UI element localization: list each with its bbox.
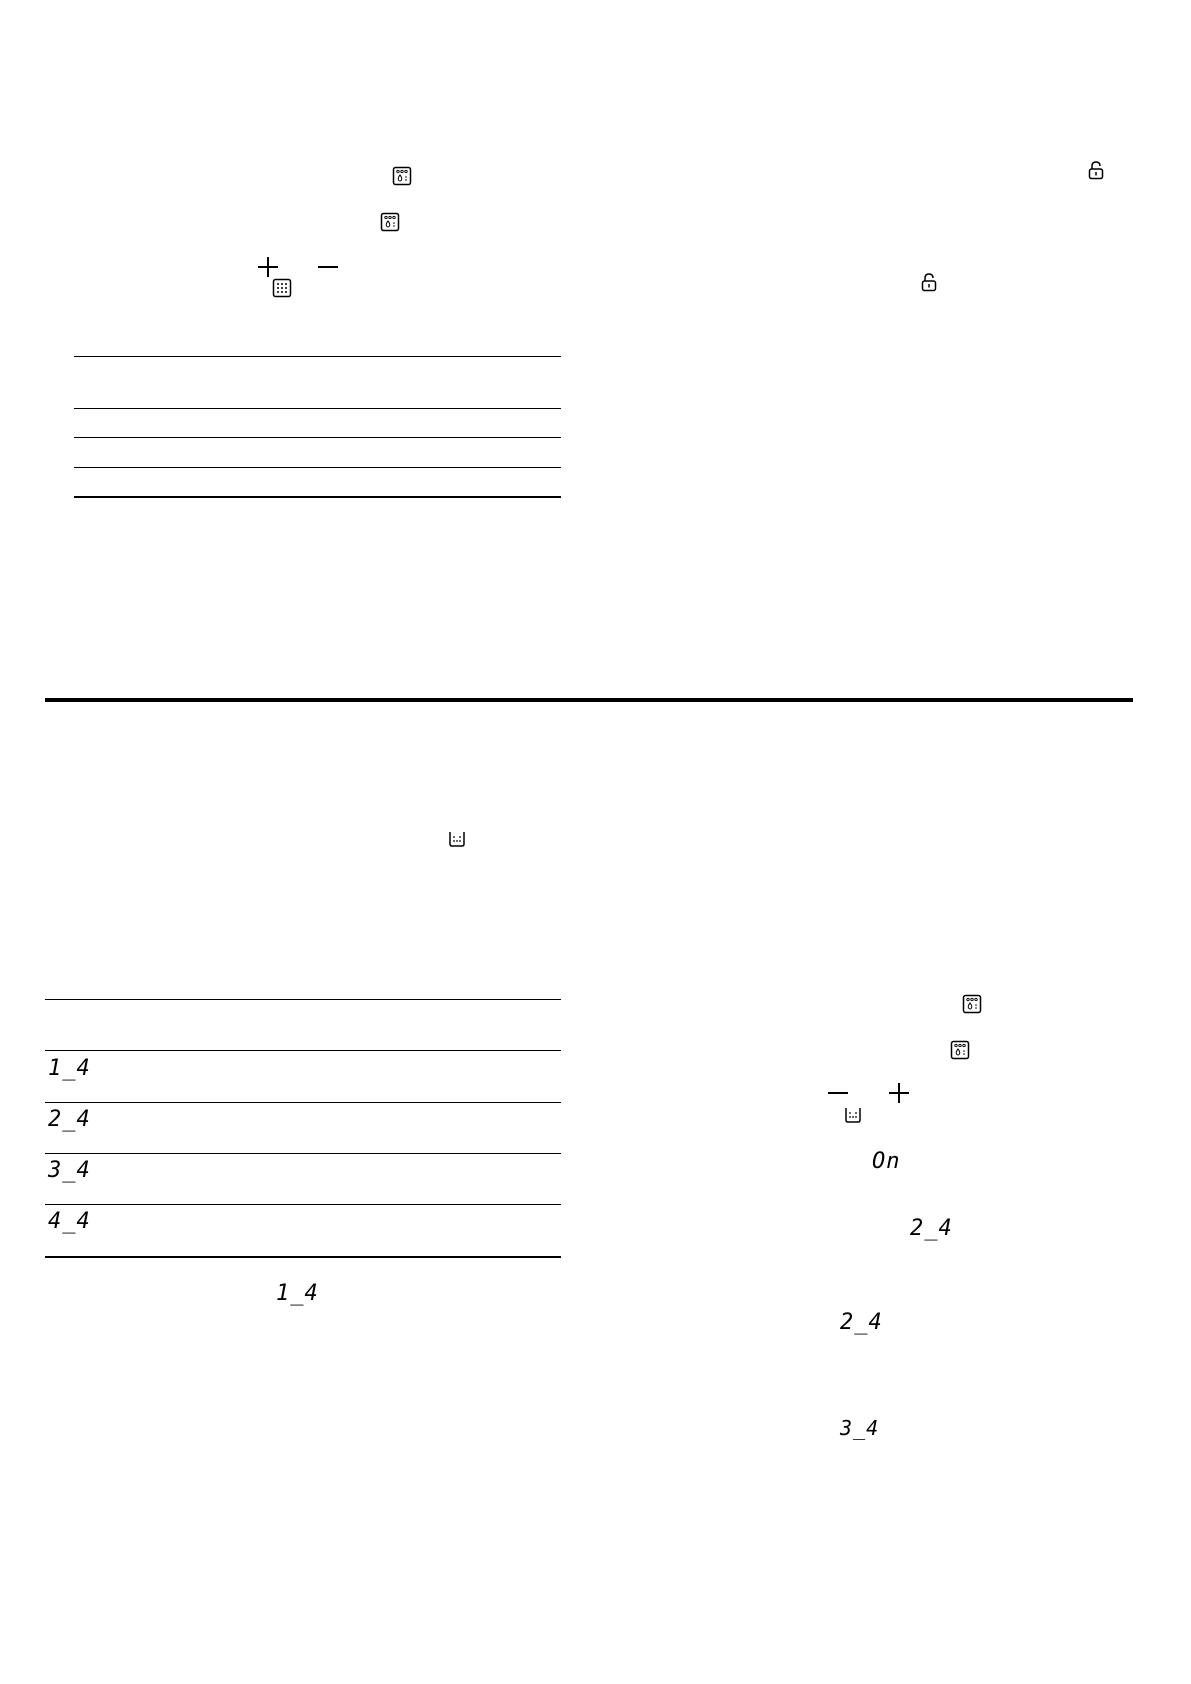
- grid-dots-icon: [272, 278, 292, 298]
- table-rule: [45, 1204, 561, 1205]
- hardness-level-display: 4_4: [48, 1209, 91, 1234]
- plus-icon: [888, 1082, 910, 1104]
- on-display: On: [872, 1149, 901, 1174]
- hardness-level-display: 2_4: [48, 1107, 91, 1132]
- oven-steam-icon: [380, 212, 400, 232]
- table-rule: [45, 999, 561, 1000]
- table-rule: [74, 437, 561, 438]
- lock-icon: [1087, 160, 1105, 180]
- water-tank-icon: [448, 830, 466, 848]
- hardness-level-display: 3_4: [48, 1158, 91, 1183]
- default-level-display: 1_4: [276, 1281, 319, 1306]
- table-rule: [45, 1256, 561, 1258]
- table-rule: [74, 408, 561, 409]
- plus-icon: [257, 256, 279, 278]
- lock-icon: [920, 272, 938, 292]
- table-rule: [74, 356, 561, 357]
- oven-steam-icon: [950, 1040, 970, 1060]
- table-rule: [45, 1050, 561, 1051]
- table-rule: [74, 467, 561, 468]
- hardness-level-display: 1_4: [48, 1056, 91, 1081]
- oven-steam-icon: [392, 166, 412, 186]
- table-rule: [74, 496, 561, 498]
- level-display: 2_4: [840, 1310, 883, 1335]
- table-rule: [45, 1102, 561, 1103]
- water-tank-icon: [844, 1106, 862, 1124]
- level-display: 2_4: [910, 1216, 953, 1241]
- minus-icon: [317, 256, 339, 278]
- oven-steam-icon: [962, 994, 982, 1014]
- table-rule: [45, 1153, 561, 1154]
- minus-icon: [827, 1082, 849, 1104]
- level-display: 3_4: [840, 1416, 880, 1440]
- section-divider: [45, 698, 1133, 702]
